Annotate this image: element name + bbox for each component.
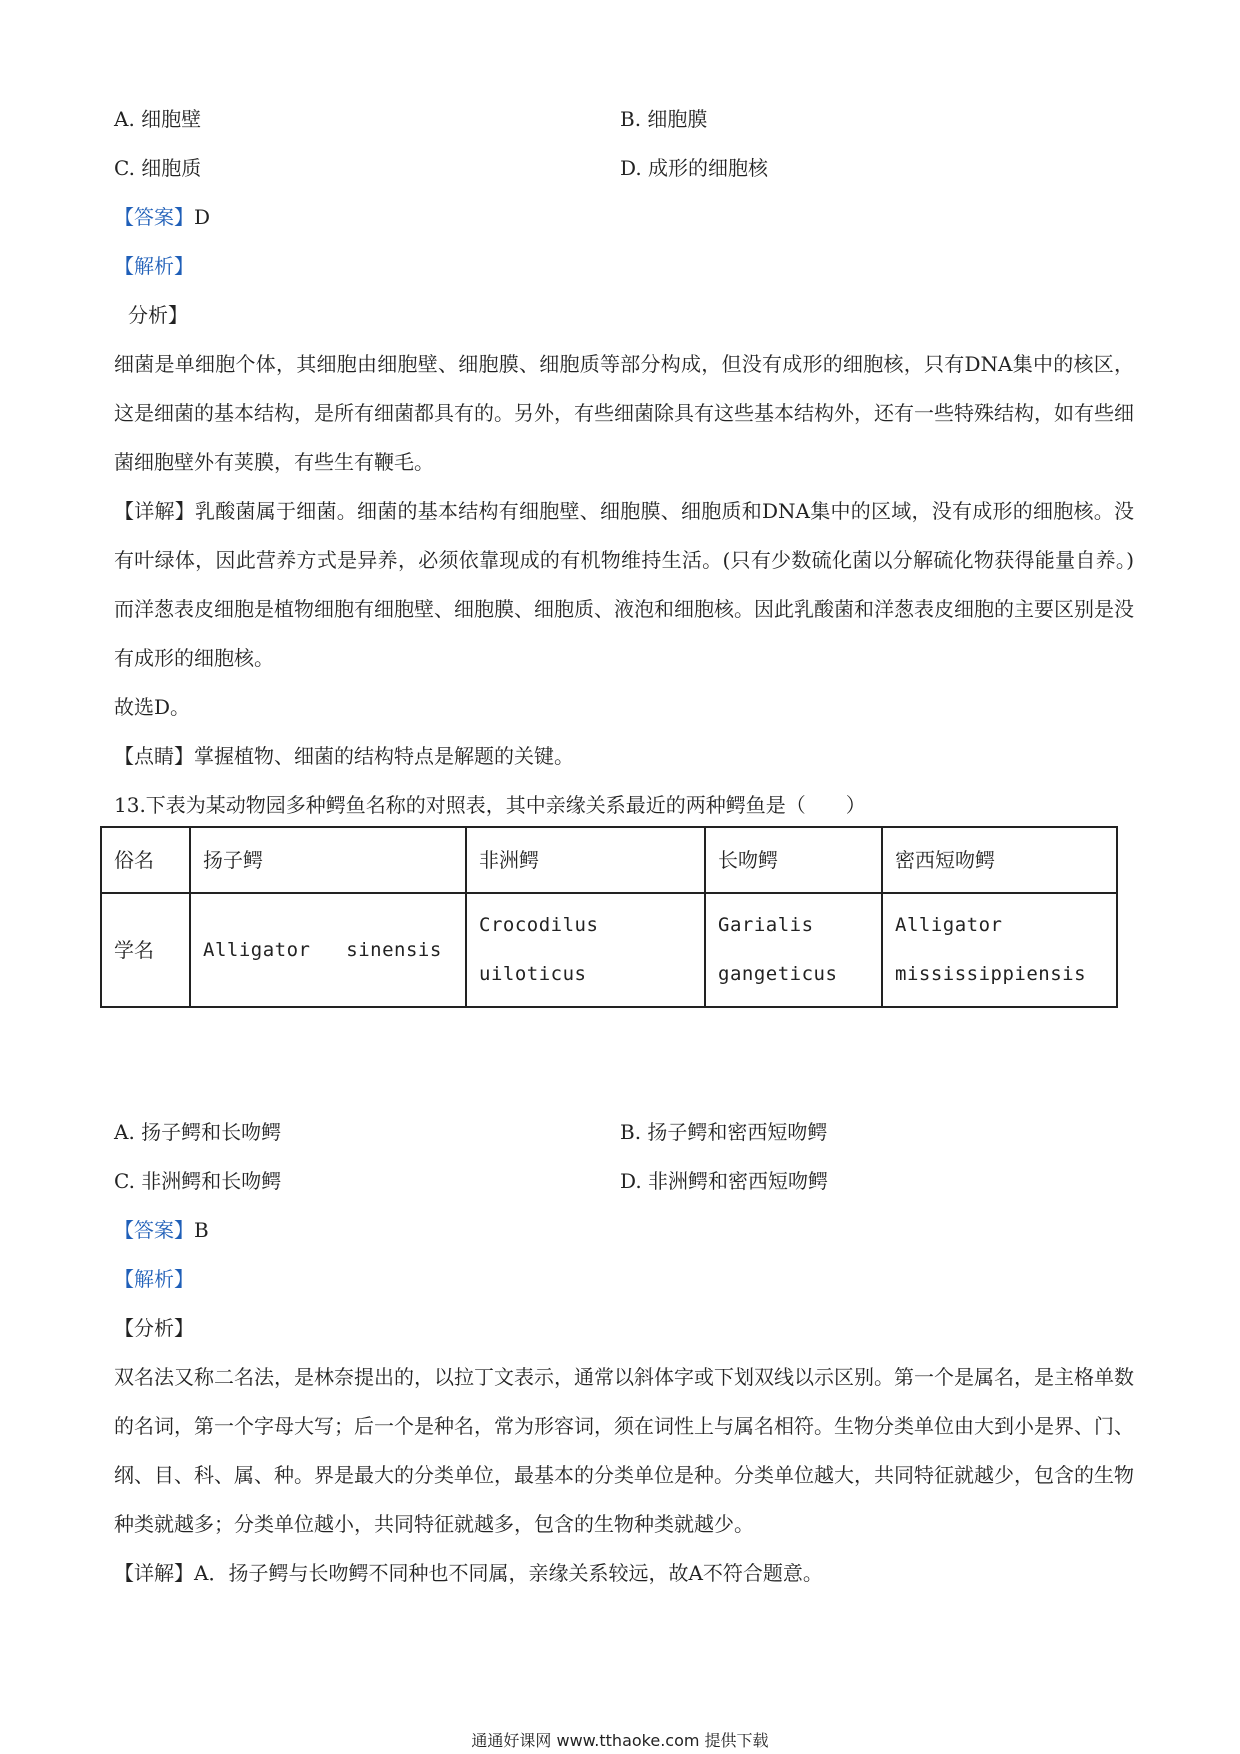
q12-analysis-tag: 【解析】 (114, 254, 194, 278)
detail-text: 乳酸菌属于细菌。细菌的基本结构有细胞壁、细胞膜、细胞质和DNA集中的区域，没有成形的细胞核。没有叶绿体，因此营养方式是异养，必须依靠现成的有机物维持生活。(只有少数硫化菌以分解硫化物获得能量自养。)而洋葱表皮细胞是植物细胞有细胞壁、细胞膜、细胞质、液泡和细胞核。因此乳酸菌和洋葱表皮细胞的主要区别是没有成形的细胞核。 (114, 499, 1135, 670)
cell-line: Garialis (718, 914, 814, 936)
detail-tag: 【详解】 (114, 499, 196, 523)
table-cell (466, 893, 705, 1007)
answer-value: B (194, 1218, 209, 1242)
cell-line: Crocodilus (479, 914, 599, 936)
q12-conclusion: 故选D。 (114, 695, 191, 719)
q12-analysis-label: 分析】 (128, 303, 188, 327)
q13-option-c: C. 非洲鳄和长吻鳄 (114, 1169, 282, 1193)
q12-analysis-text: 细菌是单细胞个体，其细胞由细胞壁、细胞膜、细胞质等部分构成，但没有成形的细胞核，只有DNA集中的核区，这是细菌的基本结构，是所有细菌都具有的。另外，有些细菌除具有这些基本结构外，还有一些特殊结构，如有些细菌细胞壁外有荚膜，有些生有鞭毛。 (114, 352, 1134, 474)
q13-detail (114, 1549, 1134, 1598)
cell-line: Alligator (895, 914, 1003, 936)
q12-tip (114, 741, 574, 771)
q13-analysis-text: 双名法又称二名法，是林奈提出的，以拉丁文表示，通常以斜体字或下划双线以示区别。第一个是属名，是主格单数的名词，第一个字母大写；后一个是种名，常为形容词，须在词性上与属名相符。生物分类单位由大到小是界、门、纲、目、科、属、种。界是最大的分类单位，最基本的分类单位是种。分类单位越大，共同特征就越少，包含的生物种类就越多；分类单位越小，共同特征就越多，包含的生物种类就越少。 (114, 1365, 1134, 1536)
cell-line: Alligator sinensis (203, 938, 442, 961)
table-row (101, 827, 1117, 893)
q12-option-b: B. 细胞膜 (620, 107, 708, 131)
answer-value: D (194, 205, 211, 229)
q13-option-a: A. 扬子鳄和长吻鳄 (114, 1120, 282, 1144)
table-cell: 密西短吻鳄 (882, 827, 1117, 893)
tip-text: 掌握植物、细菌的结构特点是解题的关键。 (194, 744, 574, 768)
table-cell: 扬子鳄 (190, 827, 466, 893)
table-row (101, 893, 1117, 1007)
q13-stem: 13.下表为某动物园多种鳄鱼名称的对照表，其中亲缘关系最近的两种鳄鱼是（ ） (114, 793, 866, 817)
detail-tag: 【详解】 (114, 1561, 194, 1585)
q12-detail (114, 487, 1134, 683)
q13-analysis-tag: 【解析】 (114, 1267, 194, 1291)
q13-analysis-label: 【分析】 (114, 1316, 194, 1340)
detail-text: A．扬子鳄与长吻鳄不同种也不同属，亲缘关系较远，故A不符合题意。 (194, 1561, 823, 1585)
cell-line: gangeticus (718, 963, 838, 985)
cell-line: uiloticus (479, 963, 587, 985)
q12-option-a: A. 细胞壁 (114, 107, 202, 131)
table-cell: 长吻鳄 (705, 827, 882, 893)
answer-tag: 【答案】 (114, 205, 194, 229)
table-cell (190, 893, 466, 1007)
table-cell: 非洲鳄 (466, 827, 705, 893)
q13-option-d: D. 非洲鳄和密西短吻鳄 (620, 1169, 829, 1193)
answer-tag: 【答案】 (114, 1218, 194, 1242)
page-footer: 通通好课网 www.tthaoke.com 提供下载 (471, 1731, 769, 1750)
table-cell (705, 893, 882, 1007)
q12-option-c: C. 细胞质 (114, 156, 202, 180)
q13-option-b: B. 扬子鳄和密西短吻鳄 (620, 1120, 828, 1144)
table-cell: 俗名 (101, 827, 190, 893)
crocodile-name-table (100, 826, 1118, 1008)
tip-tag: 【点睛】 (114, 744, 194, 768)
table-cell: 学名 (101, 893, 190, 1007)
q12-option-d: D. 成形的细胞核 (620, 156, 769, 180)
table-cell (882, 893, 1117, 1007)
q12-answer (114, 202, 210, 232)
q13-answer (114, 1215, 209, 1245)
cell-line: mississippiensis (895, 963, 1087, 985)
